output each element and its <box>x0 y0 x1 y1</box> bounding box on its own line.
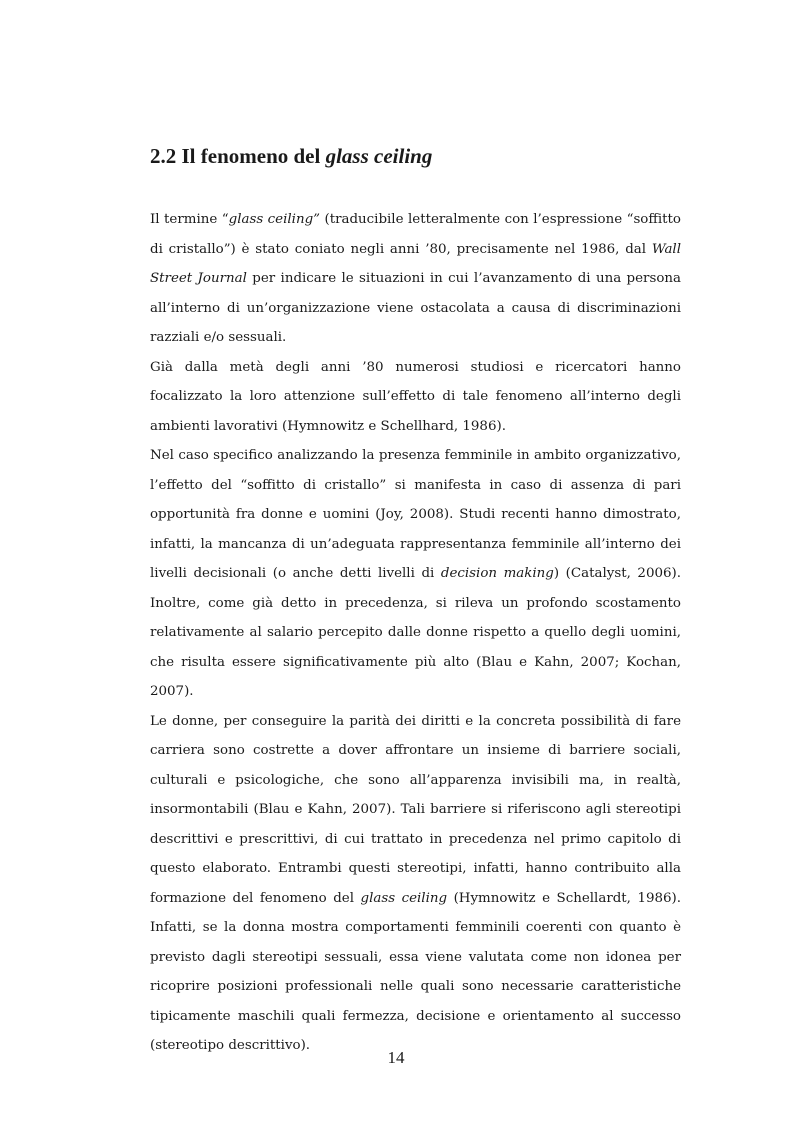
paragraph <box>150 707 681 1061</box>
italic-term: glass ceiling <box>360 890 448 906</box>
paragraph <box>150 205 681 353</box>
italic-term: Wall Street Journal <box>150 241 681 286</box>
text-run: ) (Catalyst, 2006). Inoltre, come già detto in precedenza, si rileva un profondo scostamento relativamente al salario percepito dalle donne rispetto a quello degli uomini, che risulta essere significativamente più alto (Blau e Kahn, 2007; Kochan, 2007). <box>150 566 681 699</box>
section-heading <box>150 142 710 170</box>
text-run: Il termine “ <box>150 212 229 227</box>
paragraph <box>150 441 681 707</box>
text-run: per indicare le situazioni in cui l’avanzamento di una persona all’interno di un’organizzazione viene ostacolata a causa di discriminazioni razziali e/o sessuali. <box>150 271 681 345</box>
section-heading-text: 2.2 Il fenomeno del <box>150 144 326 168</box>
text-run: (traducibile letteralmente con l’espressione “soffitto di cristallo”) è stato coniato negli anni ’80, precisamente nel 1986, dal <box>150 212 681 257</box>
text-run: (Hymnowitz e Schellardt, 1986). Infatti, se la donna mostra comportamenti femminili coerenti con quanto è previsto dagli stereotipi sessuali, essa viene valutata come non idonea per ricoprire posizioni professionali nelle quali sono necessarie caratteristiche tipicamente maschili quali fermezza, decisione e orientamento al successo (stereotipo descrittivo). <box>150 890 681 1053</box>
italic-term: glass ceiling” <box>228 212 320 227</box>
body-text <box>150 205 681 1061</box>
paragraph <box>150 353 681 442</box>
page-number: 14 <box>387 1048 405 1067</box>
section-heading-italic-term: glass ceiling <box>325 144 433 168</box>
text-run: Nel caso specifico analizzando la presenza femminile in ambito organizzativo, l’effetto del “soffitto di cristallo” si manifesta in caso di assenza di pari opportunità fra donne e uomini (Joy, 2008). Studi recenti hanno dimostrato, infatti, la mancanza di un’adeguata rappresentanza femminile all’interno dei livelli decisionali (o anche detti livelli di <box>150 448 681 581</box>
text-run: Le donne, per conseguire la parità dei diritti e la concreta possibilità di fare carriera sono costrette a dover affrontare un insieme di barriere sociali, culturali e psicologiche, che sono all’apparenza invisibili ma, in realtà, insormontabili (Blau e Kahn, 2007). Tali barriere si riferiscono agli stereotipi descrittivi e prescrittivi, di cui trattato in precedenza nel primo capitolo di questo elaborato. Entrambi questi stereotipi, infatti, hanno contribuito alla formazione del fenomeno del <box>150 713 681 906</box>
text-run: Già dalla metà degli anni ’80 numerosi studiosi e ricercatori hanno focalizzato la loro attenzione sull’effetto di tale fenomeno all’interno degli ambienti lavorativi (Hymnowitz e Schellhard, 1986). <box>150 359 681 434</box>
italic-term: decision making <box>440 566 554 581</box>
